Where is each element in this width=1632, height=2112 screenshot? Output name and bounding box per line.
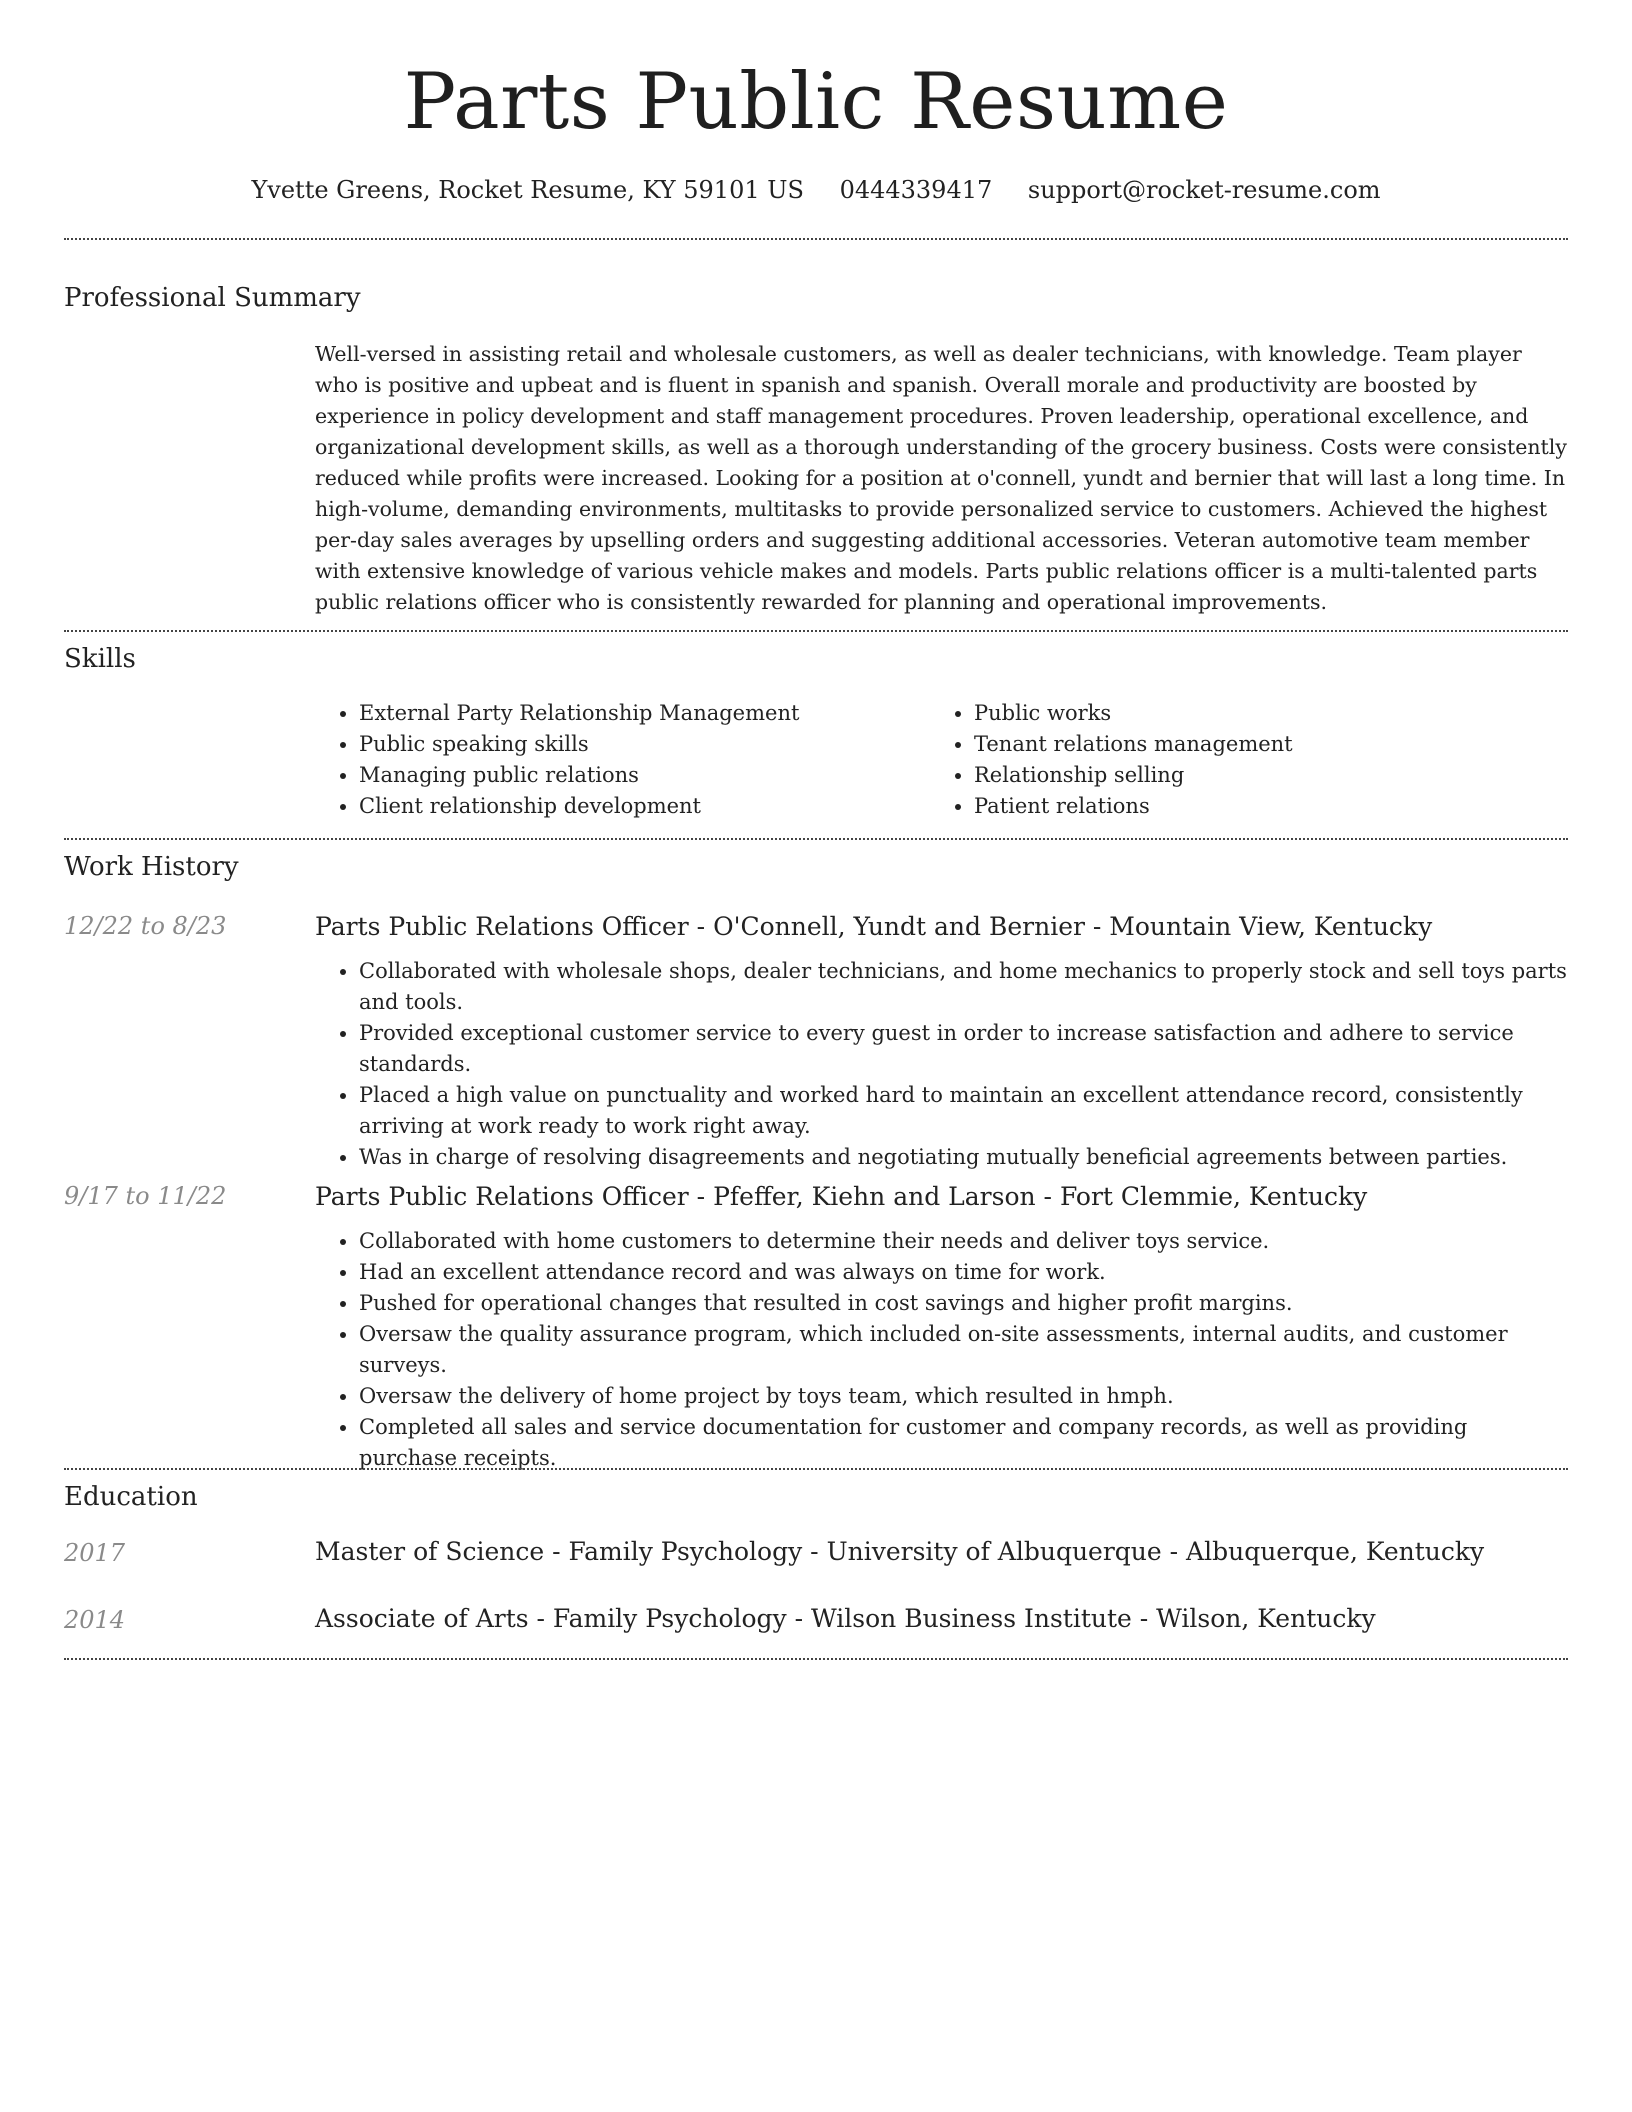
job-dates: 12/22 to 8/23 xyxy=(64,912,227,940)
job-entry xyxy=(315,910,1568,1173)
job-bullet: • Pushed for operational changes that resulted in cost savings and higher profit margins. xyxy=(359,1288,1568,1319)
contact-address: Yvette Greens, Rocket Resume, KY 59101 US xyxy=(251,176,804,204)
contact-line xyxy=(64,176,1568,204)
education-heading: Education xyxy=(64,1482,198,1512)
skill-item: • Public works xyxy=(974,698,1530,729)
summary-heading: Professional Summary xyxy=(64,283,361,313)
divider xyxy=(64,838,1568,840)
job-dates: 9/17 to 11/22 xyxy=(64,1182,227,1210)
skill-item: • External Party Relationship Management xyxy=(359,698,915,729)
job-bullet: • Oversaw the quality assurance program, which included on-site assessments, internal audits, and customer surveys. xyxy=(359,1319,1568,1381)
job-bullet: • Was in charge of resolving disagreements and negotiating mutually beneficial agreements between parties. xyxy=(359,1142,1568,1173)
divider xyxy=(64,630,1568,632)
skill-item: • Public speaking skills xyxy=(359,729,915,760)
divider xyxy=(64,1468,1568,1470)
work-heading: Work History xyxy=(64,852,239,882)
contact-phone: 0444339417 xyxy=(839,176,993,204)
summary-text: Well-versed in assisting retail and wholesale customers, as well as dealer technicians, with knowledge. Team player who is positive and upbeat and is fluent in spanish and spanish. Overall morale and productivity are boosted by experience in policy development and staff management procedures. Proven leadership, operational excellence, and organizational development skills, as well as a thorough understanding of the grocery business. Costs were consistently reduced while profits were increased. Looking for a position at o'connell, yundt and bernier that will last a long time. In high-volume, demanding environments, multitasks to provide personalized service to customers. Achieved the highest per-day sales averages by upselling orders and suggesting additional accessories. Veteran automotive team member with extensive knowledge of various vehicle makes and models. Parts public relations officer is a multi-talented parts public relations officer who is consistently rewarded for planning and operational improvements. xyxy=(315,342,1567,614)
education-year: 2017 xyxy=(64,1539,126,1567)
skill-item: • Client relationship development xyxy=(359,791,915,822)
skill-item: • Managing public relations xyxy=(359,760,915,791)
skill-item: • Tenant relations management xyxy=(974,729,1530,760)
skills-left-column xyxy=(315,698,915,822)
job-bullet: • Collaborated with home customers to determine their needs and deliver toys service. xyxy=(359,1226,1568,1257)
skills-heading: Skills xyxy=(64,644,136,674)
job-bullet: • Collaborated with wholesale shops, dealer technicians, and home mechanics to properly stock and sell toys parts and tools. xyxy=(359,956,1568,1018)
skill-item: • Patient relations xyxy=(974,791,1530,822)
job-bullet: • Placed a high value on punctuality and worked hard to maintain an excellent attendance record, consistently arriving at work ready to work right away. xyxy=(359,1080,1568,1142)
job-bullet: • Provided exceptional customer service to every guest in order to increase satisfaction and adhere to service standards. xyxy=(359,1018,1568,1080)
contact-email: support@rocket-resume.com xyxy=(1027,176,1381,204)
job-entry xyxy=(315,1180,1568,1474)
job-bullet: • Had an excellent attendance record and was always on time for work. xyxy=(359,1257,1568,1288)
education-year: 2014 xyxy=(64,1606,126,1634)
education-title: Associate of Arts - Family Psychology - Wilson Business Institute - Wilson, Kentucky xyxy=(315,1604,1376,1633)
job-title: Parts Public Relations Officer - Pfeffer, Kiehn and Larson - Fort Clemmie, Kentucky xyxy=(315,1182,1368,1211)
job-title: Parts Public Relations Officer - O'Connell, Yundt and Bernier - Mountain View, Kentucky xyxy=(315,912,1433,941)
education-title: Master of Science - Family Psychology - University of Albuquerque - Albuquerque, Kentucky xyxy=(315,1537,1485,1566)
skills-right-column xyxy=(930,698,1530,822)
skill-item: • Relationship selling xyxy=(974,760,1530,791)
resume-page xyxy=(64,0,1568,1634)
job-bullet: • Oversaw the delivery of home project by toys team, which resulted in hmph. xyxy=(359,1381,1568,1412)
resume-title: Parts Public Resume xyxy=(403,57,1229,147)
job-bullet: • Completed all sales and service documentation for customer and company records, as well as providing purchase receipts. xyxy=(359,1412,1568,1474)
divider xyxy=(64,238,1568,240)
divider xyxy=(64,1658,1568,1660)
summary-body xyxy=(315,339,1568,618)
